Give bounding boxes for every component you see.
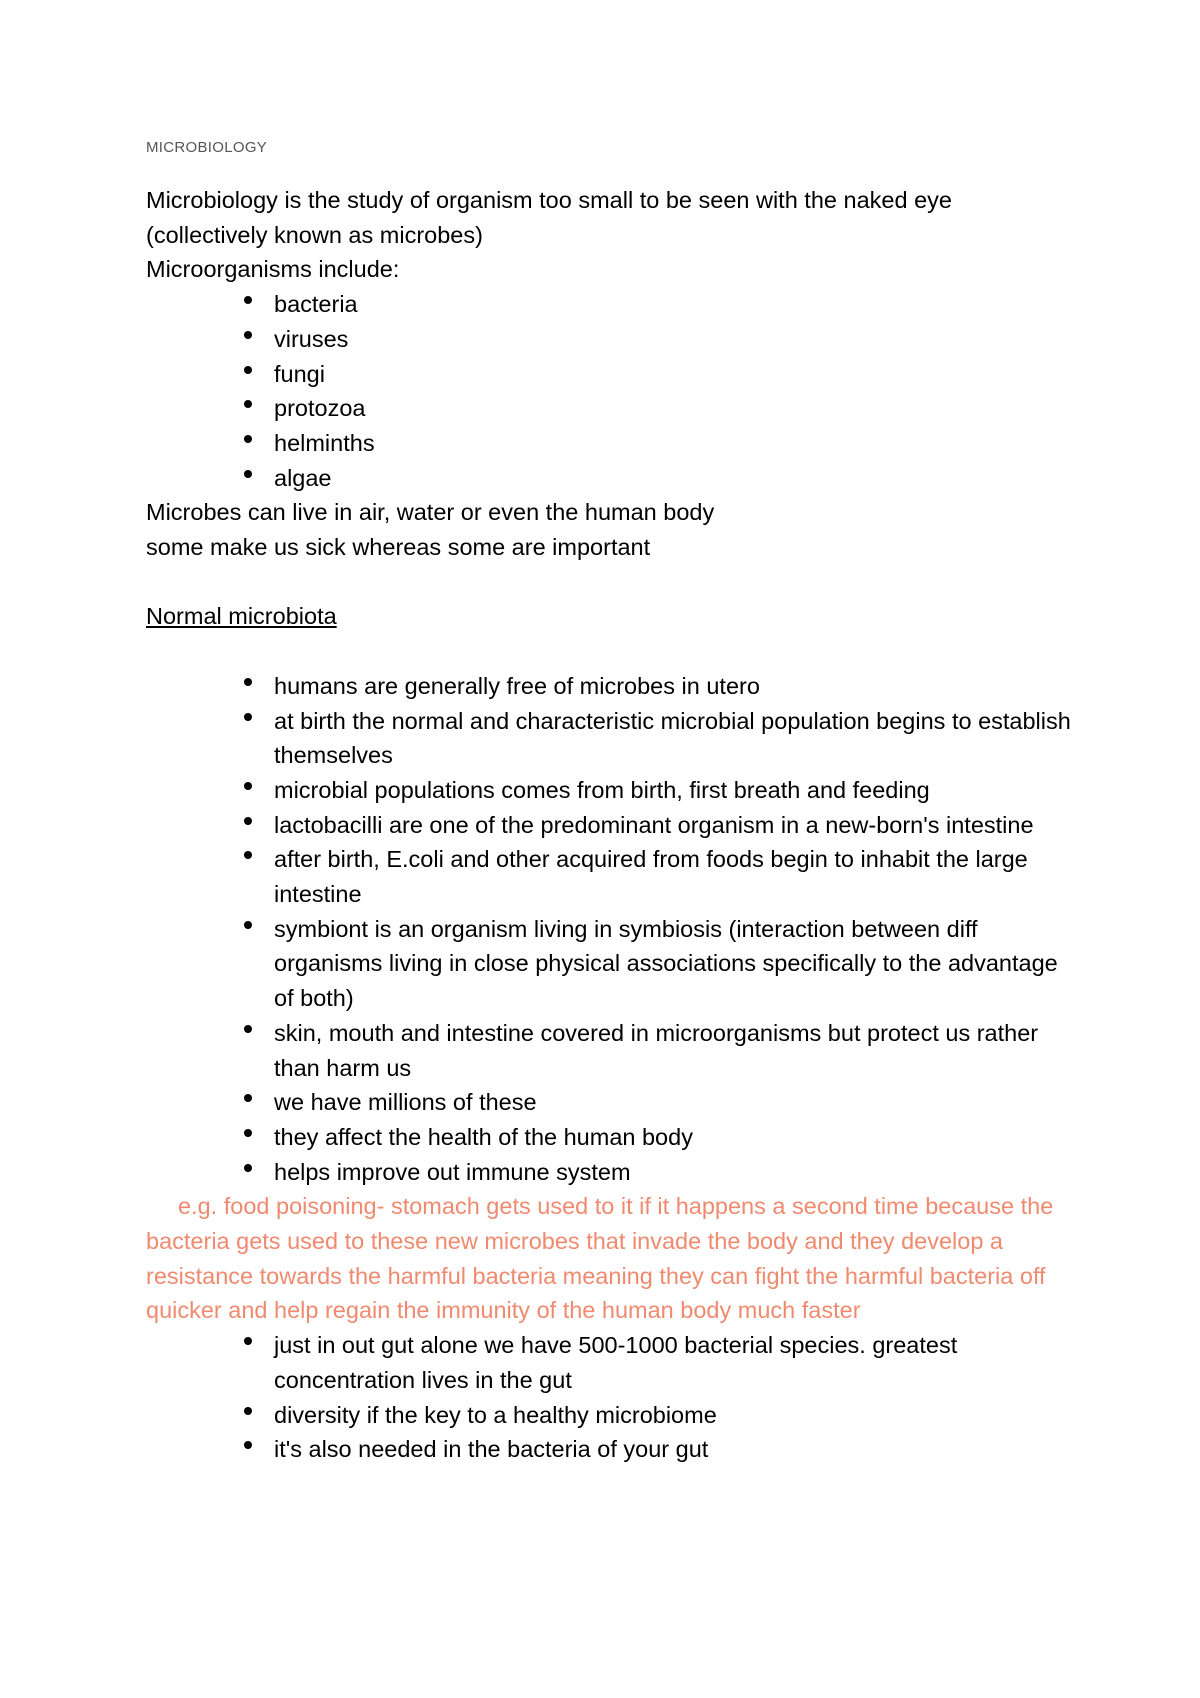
intro-line: Microbiology is the study of organism too small to be seen with the naked eye [146, 187, 952, 213]
spacer [146, 634, 1076, 669]
list-item: helps improve out immune system [274, 1155, 1076, 1190]
intro-line: Microorganisms include: [146, 256, 400, 283]
bullet-icon [244, 1025, 252, 1033]
list-item: viruses [274, 322, 1076, 357]
bullet-icon [244, 1407, 252, 1415]
body-line: Microbes can live in air, water or even the human body [146, 499, 715, 526]
example-note: e.g. food poisoning- stomach gets used to it if it happens a second time because the bacteria gets used to these new microbes that invade the body and they develop a resistance towards the harmful bacteria meaning they can fight the harmful bacteria off quicker and help regain the immunity of the human body much faster [146, 1193, 1054, 1324]
spacer [146, 565, 1076, 600]
bullet-icon [244, 678, 252, 686]
bullet-icon [244, 470, 252, 478]
list-item: helminths [274, 426, 1076, 461]
list-item: just in out gut alone we have 500-1000 bacterial species. greatest concentration lives in the gut [274, 1328, 1076, 1397]
organisms-list [146, 287, 1076, 495]
list-item: we have millions of these [274, 1085, 1076, 1120]
list-item: algae [274, 461, 1076, 496]
bullet-icon [244, 1129, 252, 1137]
list-item: fungi [274, 357, 1076, 392]
list-item: protozoa [274, 391, 1076, 426]
bullet-icon [244, 713, 252, 721]
list-item: lactobacilli are one of the predominant organism in a new-born's intestine [274, 808, 1076, 843]
document-header: MICROBIOLOGY [146, 139, 268, 156]
list-item: diversity if the key to a healthy microbiome [274, 1398, 1076, 1433]
list-item: skin, mouth and intestine covered in microorganisms but protect us rather than harm us [274, 1016, 1076, 1085]
bullet-icon [244, 400, 252, 408]
body-line: some make us sick whereas some are important [146, 534, 651, 561]
document-page [146, 138, 1076, 1467]
bullet-icon [244, 921, 252, 929]
list-item: microbial populations comes from birth, first breath and feeding [274, 773, 1076, 808]
microbiota-list [146, 669, 1076, 1190]
list-item: humans are generally free of microbes in utero [274, 669, 1076, 704]
list-item: they affect the health of the human body [274, 1120, 1076, 1155]
bullet-icon [244, 817, 252, 825]
bullet-icon [244, 296, 252, 304]
bullet-icon [244, 366, 252, 374]
bullet-icon [244, 782, 252, 790]
bullet-icon [244, 1094, 252, 1102]
list-item: after birth, E.coli and other acquired from foods begin to inhabit the large intestine [274, 842, 1076, 911]
bullet-icon [244, 1337, 252, 1345]
section-heading: Normal microbiota [146, 603, 337, 630]
bullet-icon [244, 851, 252, 859]
list-item: symbiont is an organism living in symbiosis (interaction between diff organisms living in close physical associations specifically to the advantage of both) [274, 912, 1076, 1016]
list-item: it's also needed in the bacteria of your gut [274, 1432, 1076, 1467]
bullet-icon [244, 1441, 252, 1449]
list-item: at birth the normal and characteristic microbial population begins to establish themselves [274, 704, 1076, 773]
intro-line: (collectively known as microbes) [146, 221, 483, 248]
bullet-icon [244, 1164, 252, 1172]
bullet-icon [244, 331, 252, 339]
bullet-icon [244, 435, 252, 443]
gut-list [146, 1328, 1076, 1467]
list-item: bacteria [274, 287, 1076, 322]
